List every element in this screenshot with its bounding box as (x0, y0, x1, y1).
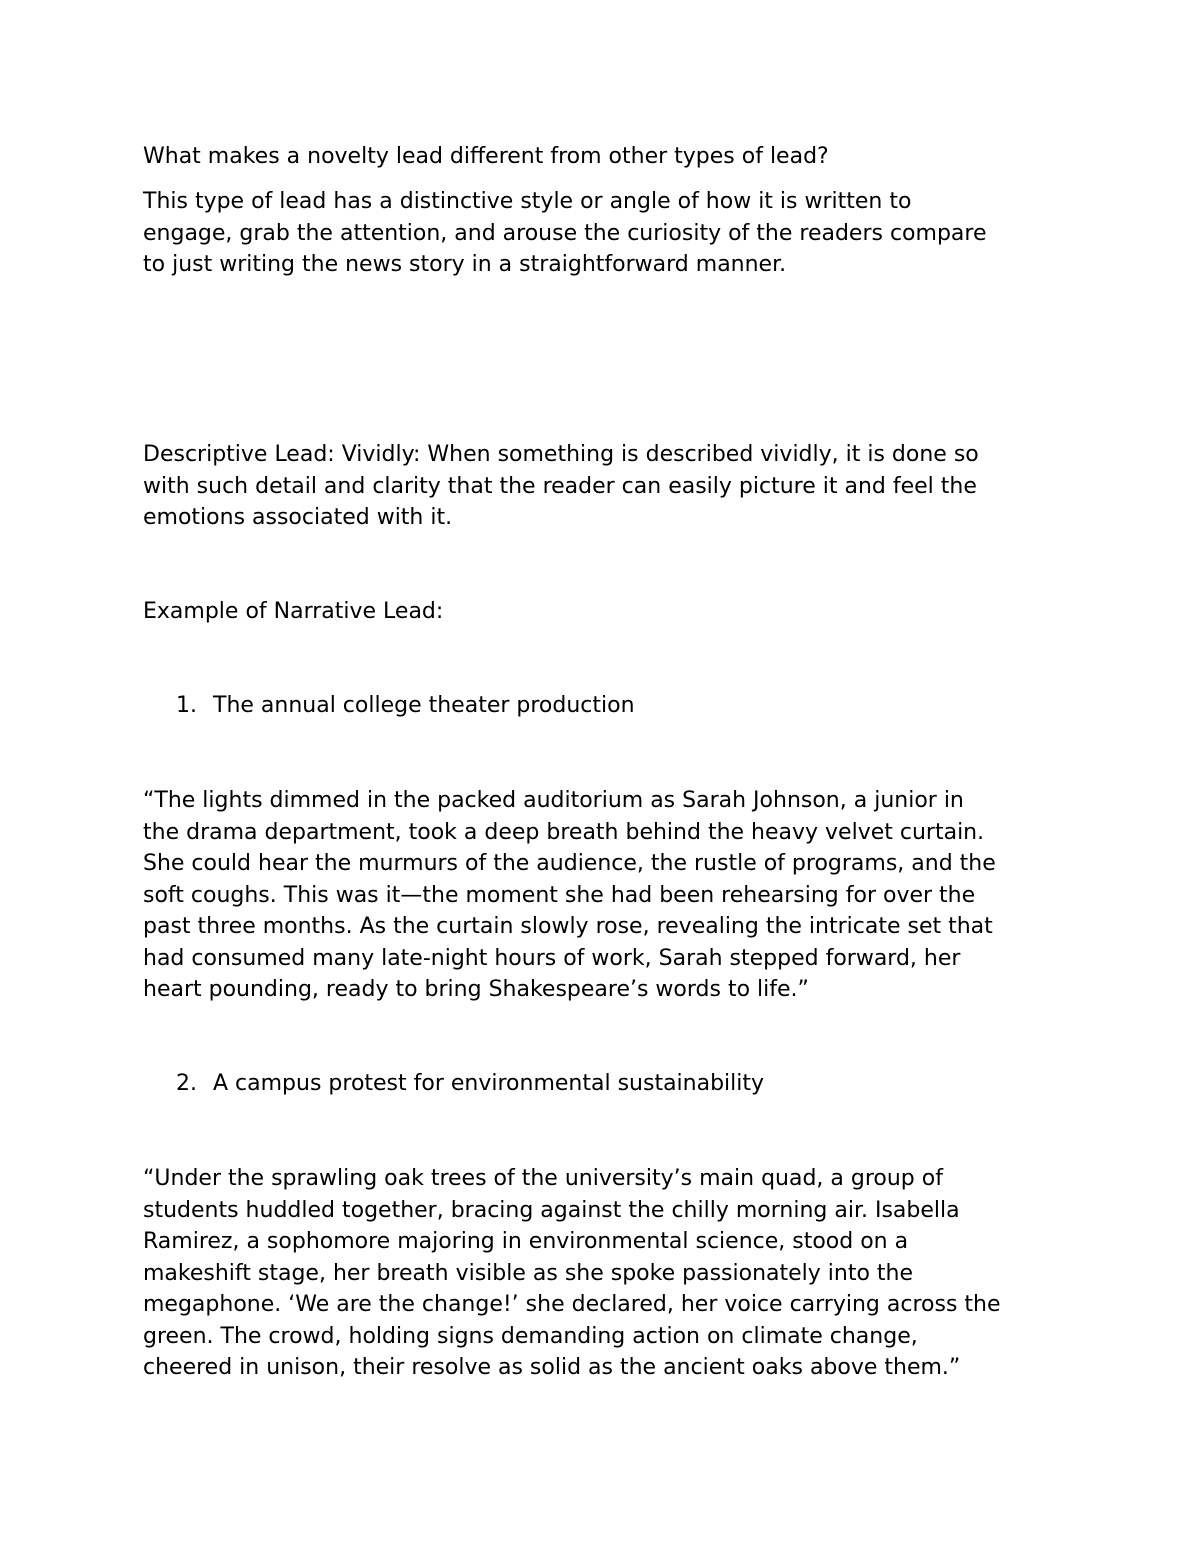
answer-paragraph (143, 186, 1073, 281)
answer-line: engage, grab the attention, and arouse the curiosity of the readers compare (143, 220, 987, 246)
quote-line: had consumed many late-night hours of work, Sarah stepped forward, her (143, 945, 961, 971)
list-item-number: 2. (176, 1071, 197, 1096)
narrative-quote-2 (143, 1163, 1073, 1384)
descriptive-lead-paragraph (143, 439, 1073, 534)
descriptive-line: emotions associated with it. (143, 505, 453, 530)
example-heading (143, 596, 1073, 628)
descriptive-line: Descriptive Lead: Vividly: When something is described vividly, it is done so (143, 442, 979, 467)
quote-line: Ramirez, a sophomore majoring in environmental science, stood on a (143, 1229, 909, 1254)
answer-line: This type of lead has a distinctive style or angle of how it is written to (143, 189, 912, 214)
quote-line: “Under the sprawling oak trees of the university’s main quad, a group of (143, 1166, 943, 1191)
quote-line: She could hear the murmurs of the audience, the rustle of programs, and the (143, 851, 996, 876)
list-item-title: The annual college theater production (213, 693, 635, 718)
example-heading-text: Example of Narrative Lead: (143, 599, 444, 624)
question-heading (143, 141, 1073, 173)
quote-line: megaphone. ‘We are the change!’ she declared, her voice carrying across the (143, 1292, 1001, 1317)
descriptive-line: with such detail and clarity that the reader can easily picture it and feel the (143, 473, 977, 499)
quote-line: green. The crowd, holding signs demanding action on climate change, (143, 1323, 918, 1349)
quote-line: cheered in unison, their resolve as solid as the ancient oaks above them.” (143, 1355, 961, 1380)
list-item-number: 1. (176, 693, 197, 718)
quote-line: students huddled together, bracing against the chilly morning air. Isabella (143, 1197, 960, 1223)
narrative-quote-1 (143, 785, 1073, 1006)
quote-line: the drama department, took a deep breath behind the heavy velvet curtain. (143, 819, 985, 845)
quote-line: makeshift stage, her breath visible as she spoke passionately into the (143, 1260, 914, 1286)
list-item-title: A campus protest for environmental sustainability (213, 1071, 765, 1096)
quote-line: heart pounding, ready to bring Shakespeare’s words to life.” (143, 977, 809, 1002)
quote-line: soft coughs. This was it—the moment she had been rehearsing for over the (143, 882, 976, 908)
quote-line: “The lights dimmed in the packed auditorium as Sarah Johnson, a junior in (143, 788, 964, 813)
question-text: What makes a novelty lead different from other types of lead? (143, 144, 829, 169)
answer-line: to just writing the news story in a straightforward manner. (143, 252, 787, 277)
quote-line: past three months. As the curtain slowly rose, revealing the intricate set that (143, 914, 993, 939)
